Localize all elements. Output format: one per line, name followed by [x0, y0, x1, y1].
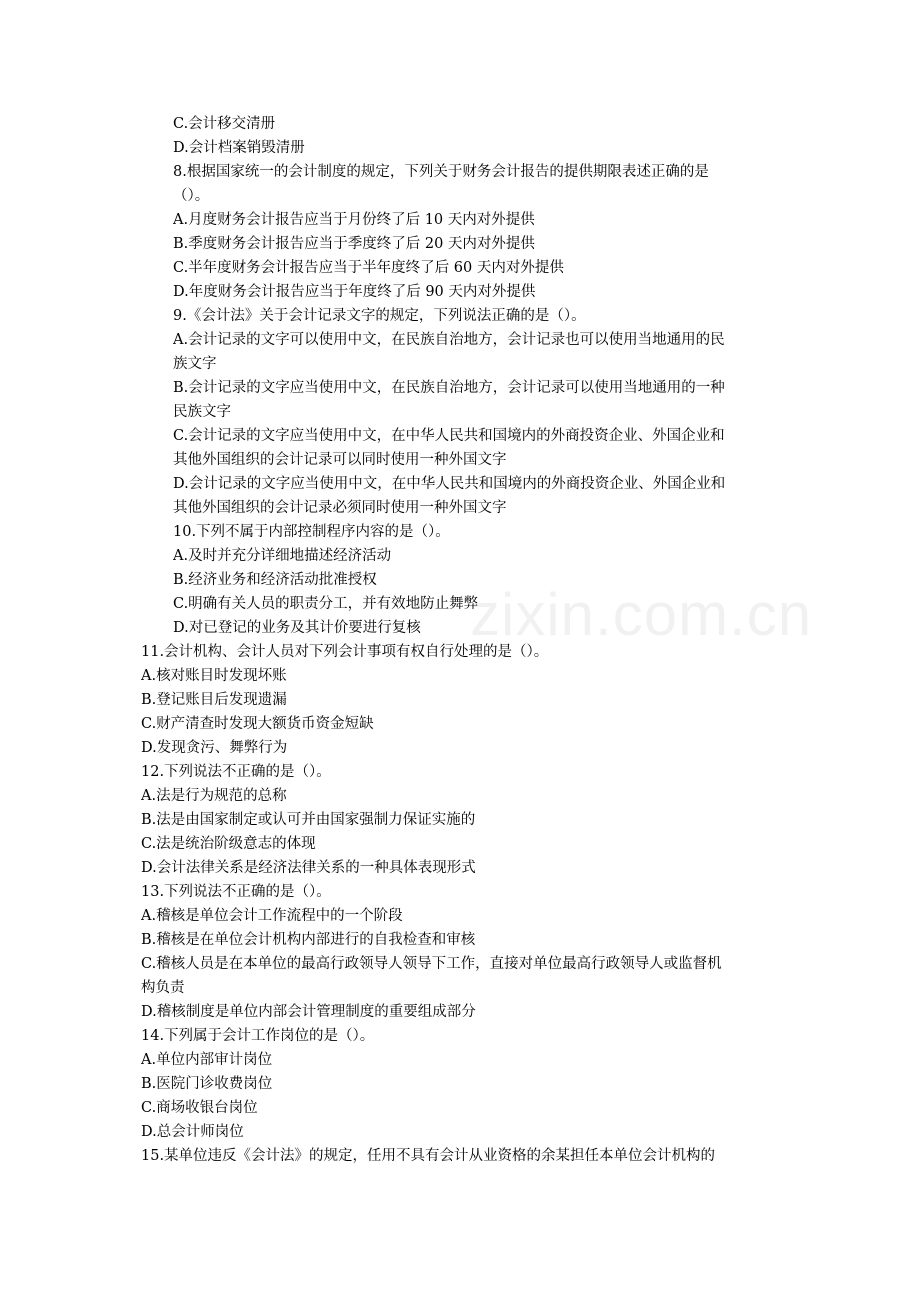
- text-line: （）。: [173, 188, 210, 204]
- question-9: 9.《会计法》关于会计记录文字的规定，下列说法正确的是（）。: [173, 308, 586, 324]
- text-line: A.法是行为规范的总称: [141, 788, 287, 804]
- text-line: 其他外国组织的会计记录必须同时使用一种外国文字: [173, 500, 507, 516]
- text-line: A.会计记录的文字可以使用中文，在民族自治地方，会计记录也可以使用当地通用的民: [173, 332, 725, 348]
- text-line: C.半年度财务会计报告应当于半年度终了后 60 天内对外提供: [173, 260, 564, 276]
- text-line: D.稽核制度是单位内部会计管理制度的重要组成部分: [141, 1004, 476, 1020]
- text-line: B.经济业务和经济活动批准授权: [173, 572, 377, 588]
- question-8: 8.根据国家统一的会计制度的规定，下列关于财务会计报告的提供期限表述正确的是: [173, 164, 709, 180]
- text-line: 其他外国组织的会计记录可以同时使用一种外国文字: [173, 452, 507, 468]
- text-line: A.稽核是单位会计工作流程中的一个阶段: [141, 908, 403, 924]
- text-line: C.法是统治阶级意志的体现: [141, 836, 316, 852]
- text-line: 族文字: [173, 356, 217, 372]
- text-line: D.会计档案销毁清册: [173, 140, 305, 156]
- text-line: D.会计记录的文字应当使用中文，在中华人民共和国境内的外商投资企业、外国企业和: [173, 476, 726, 492]
- text-line: A.核对账目时发现坏账: [141, 668, 287, 684]
- text-line: C.明确有关人员的职责分工，并有效地防止舞弊: [173, 596, 479, 612]
- text-line: D.总会计师岗位: [141, 1124, 244, 1140]
- text-line: B.登记账目后发现遗漏: [141, 692, 287, 708]
- text-line: B.会计记录的文字应当使用中文，在民族自治地方，会计记录可以使用当地通用的一种: [173, 380, 725, 396]
- text-line: 构负责: [141, 980, 185, 996]
- question-12: 12.下列说法不正确的是（）。: [141, 764, 331, 780]
- text-line: B.稽核是在单位会计机构内部进行的自我检查和审核: [141, 932, 476, 948]
- text-line: B.季度财务会计报告应当于季度终了后 20 天内对外提供: [173, 236, 535, 252]
- text-line: C.财产清查时发现大额货币资金短缺: [141, 716, 374, 732]
- question-13: 13.下列说法不正确的是（）。: [141, 884, 331, 900]
- text-line: C.稽核人员是在本单位的最高行政领导人领导下工作，直接对单位最高行政领导人或监督机: [141, 956, 722, 972]
- text-line: C.会计移交清册: [173, 116, 276, 132]
- question-10: 10.下列不属于内部控制程序内容的是（）。: [173, 524, 450, 540]
- text-line: D.对已登记的业务及其计价要进行复核: [173, 620, 421, 636]
- text-line: 民族文字: [173, 404, 231, 420]
- text-line: C.商场收银台岗位: [141, 1100, 258, 1116]
- text-line: A.月度财务会计报告应当于月份终了后 10 天内对外提供: [173, 212, 535, 228]
- text-line: D.年度财务会计报告应当于年度终了后 90 天内对外提供: [173, 284, 536, 300]
- text-line: A.单位内部审计岗位: [141, 1052, 273, 1068]
- question-11: 11.会计机构、会计人员对下列会计事项有权自行处理的是（）。: [141, 644, 549, 660]
- text-line: D.发现贪污、舞弊行为: [141, 740, 288, 756]
- question-15: 15.某单位违反《会计法》的规定，任用不具有会计从业资格的余某担任本单位会计机构的: [141, 1148, 716, 1164]
- text-line: B.医院门诊收费岗位: [141, 1076, 273, 1092]
- text-line: A.及时并充分详细地描述经济活动: [173, 548, 392, 564]
- text-line: D.会计法律关系是经济法律关系的一种具体表现形式: [141, 860, 476, 876]
- text-line: B.法是由国家制定或认可并由国家强制力保证实施的: [141, 812, 476, 828]
- text-line: C.会计记录的文字应当使用中文，在中华人民共和国境内的外商投资企业、外国企业和: [173, 428, 725, 444]
- question-14: 14.下列属于会计工作岗位的是（）。: [141, 1028, 375, 1044]
- watermark: zixin.com.cn: [470, 581, 813, 648]
